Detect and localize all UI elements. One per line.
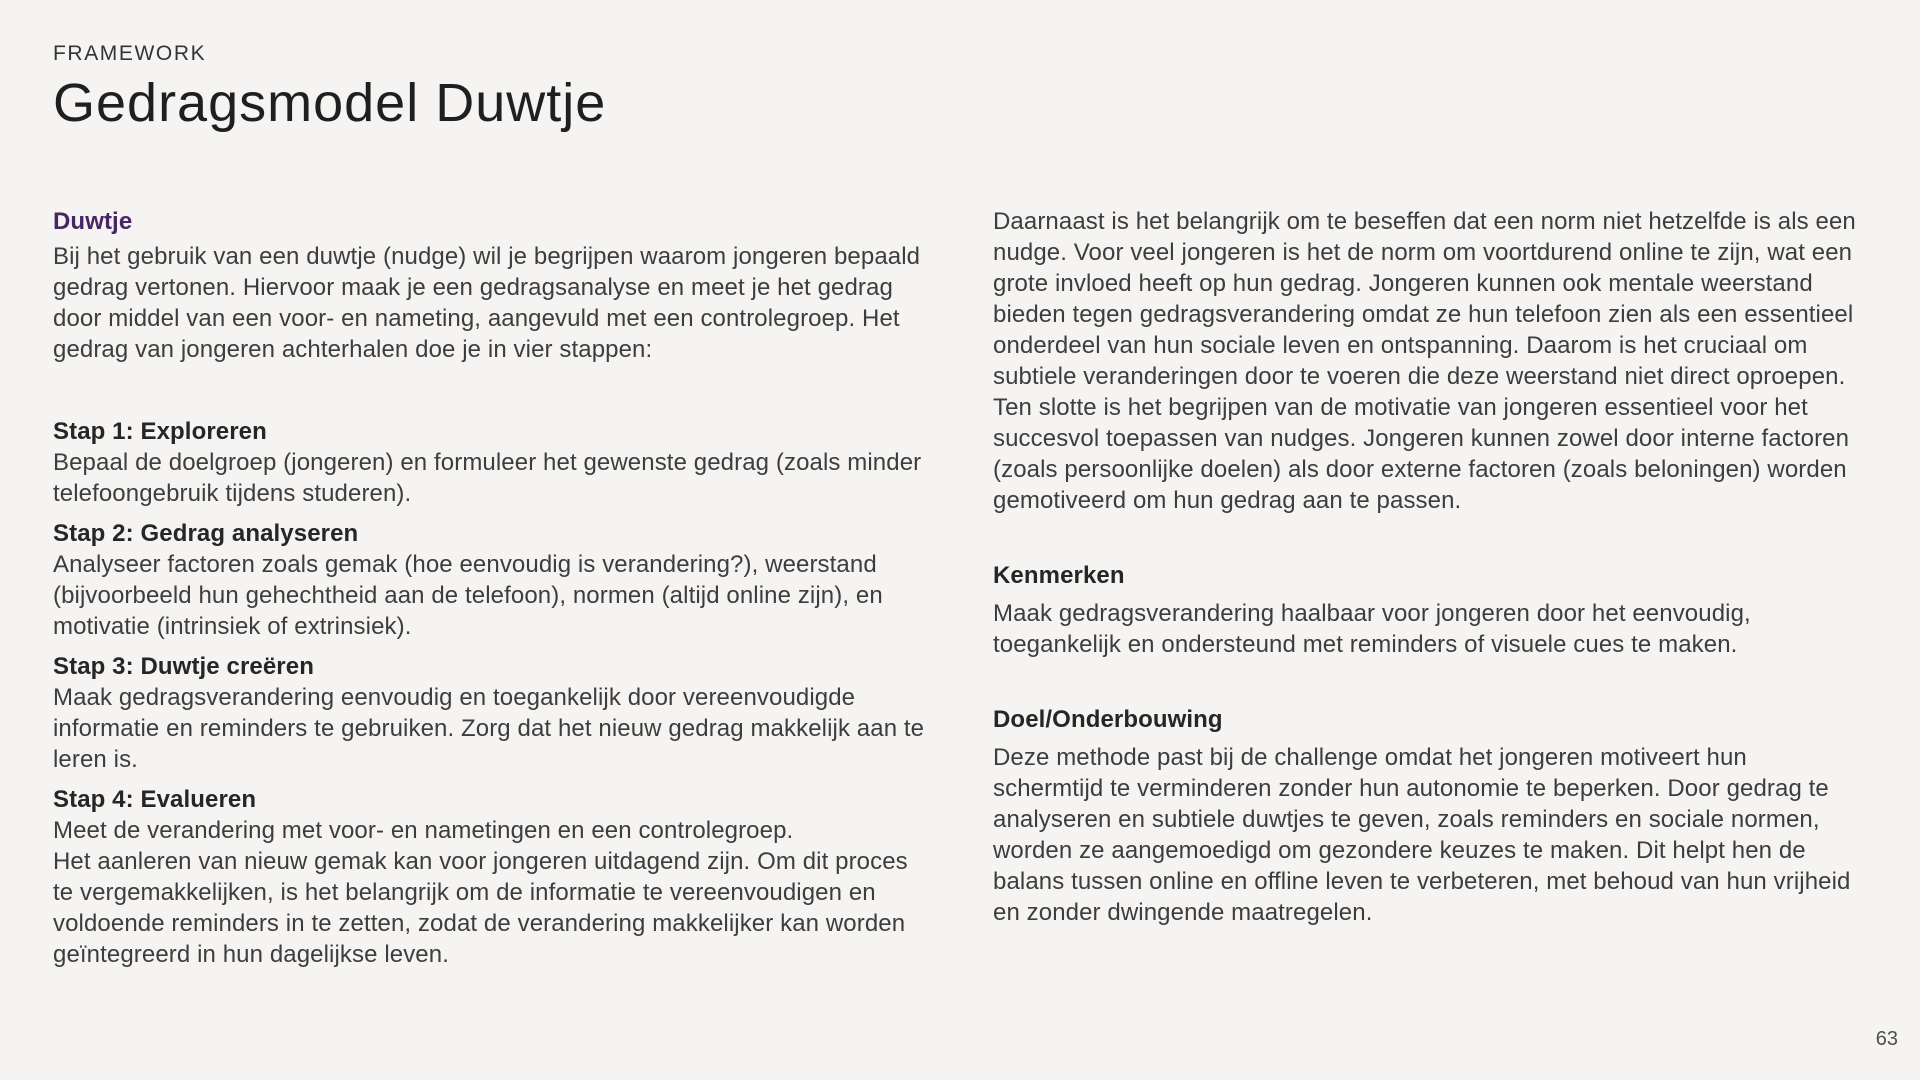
step-body: Maak gedragsverandering eenvoudig en toegankelijk door vereenvoudigde informatie en reminders te gebruiken. Zorg dat het nieuw gedrag makkelijk aan te leren is. xyxy=(53,684,925,773)
step-item-3 xyxy=(53,651,925,775)
left-column xyxy=(53,206,925,970)
step-item-2 xyxy=(53,518,925,642)
slide-header xyxy=(53,42,606,134)
step-body: Bepaal de doelgroep (jongeren) en formuleer het gewenste gedrag (zoals minder telefoongebruik tijdens studeren). xyxy=(53,449,922,507)
kenmerken-heading: Kenmerken xyxy=(993,562,1125,589)
eyebrow-label: FRAMEWORK xyxy=(53,42,207,65)
step-item-1 xyxy=(53,416,925,509)
step-item-4 xyxy=(53,784,925,846)
page-number: 63 xyxy=(1875,1028,1898,1050)
kenmerken-section xyxy=(993,560,1861,660)
step-heading: Stap 3: Duwtje creëren xyxy=(53,653,314,680)
doel-onderbouwing-body: Deze methode past bij de challenge omdat het jongeren motiveert hun schermtijd te verminderen zonder hun autonomie te beperken. Door gedrag te analyseren en subtiele duwtjes te geven, zoals reminders en sociale normen, worden ze aangemoedigd om gezondere keuzes te maken. Dit helpt hen de balans tussen online en offline leven te verbeteren, met behoud van hun vrijheid en zonder dwingende maatregelen. xyxy=(993,744,1851,926)
step-heading: Stap 2: Gedrag analyseren xyxy=(53,520,359,547)
step-body: Meet de verandering met voor- en nametingen en een controlegroep. xyxy=(53,817,794,844)
doel-onderbouwing-heading: Doel/Onderbouwing xyxy=(993,706,1223,733)
step-body: Analyseer factoren zoals gemak (hoe eenvoudig is verandering?), weerstand (bijvoorbeeld hun gehechtheid aan de telefoon), normen (altijd online zijn), en motivatie (intrinsiek of extrinsiek). xyxy=(53,551,883,640)
duwtje-intro-paragraph: Bij het gebruik van een duwtje (nudge) wil je begrijpen waarom jongeren bepaald gedrag vertonen. Hiervoor maak je een gedragsanalyse en meet je het gedrag door middel van een voor- en nameting, aangevuld met een controlegroep. Het gedrag van jongeren achterhalen doe je in vier stappen: xyxy=(53,243,921,363)
steps-list xyxy=(53,416,925,846)
kenmerken-body: Maak gedragsverandering haalbaar voor jongeren door het eenvoudig, toegankelijk en ondersteund met reminders of visuele cues te maken. xyxy=(993,600,1751,658)
step-heading: Stap 4: Evalueren xyxy=(53,786,257,813)
right-column xyxy=(993,206,1861,928)
duwtje-section-heading: Duwtje xyxy=(53,208,133,235)
page-title: Gedragsmodel Duwtje xyxy=(53,73,607,133)
norm-nudge-paragraph: Daarnaast is het belangrijk om te beseffen dat een norm niet hetzelfde is als een nudge. Voor veel jongeren is het de norm om voortdurend online te zijn, wat een grote invloed heeft op hun gedrag. Jongeren kunnen ook mentale weerstand bieden tegen gedragsverandering omdat ze hun telefoon zien als een essentieel onderdeel van hun sociale leven en ontspanning. Daarom is het cruciaal om subtiele veranderingen door te voeren die deze weerstand niet direct oproepen. Ten slotte is het begrijpen van de motivatie van jongeren essentieel voor het succesvol toepassen van nudges. Jongeren kunnen zowel door interne factoren (zoals persoonlijke doelen) als door externe factoren (zoals beloningen) worden gemotiveerd om hun gedrag aan te passen. xyxy=(993,208,1856,514)
left-outro-paragraph: Het aanleren van nieuw gemak kan voor jongeren uitdagend zijn. Om dit proces te vergemakkelijken, is het belangrijk om de informatie te vereenvoudigen en voldoende reminders in te zetten, zodat de verandering makkelijker kan worden geïntegreerd in hun dagelijkse leven. xyxy=(53,848,908,968)
step-heading: Stap 1: Exploreren xyxy=(53,418,267,445)
doel-onderbouwing-section xyxy=(993,704,1861,928)
